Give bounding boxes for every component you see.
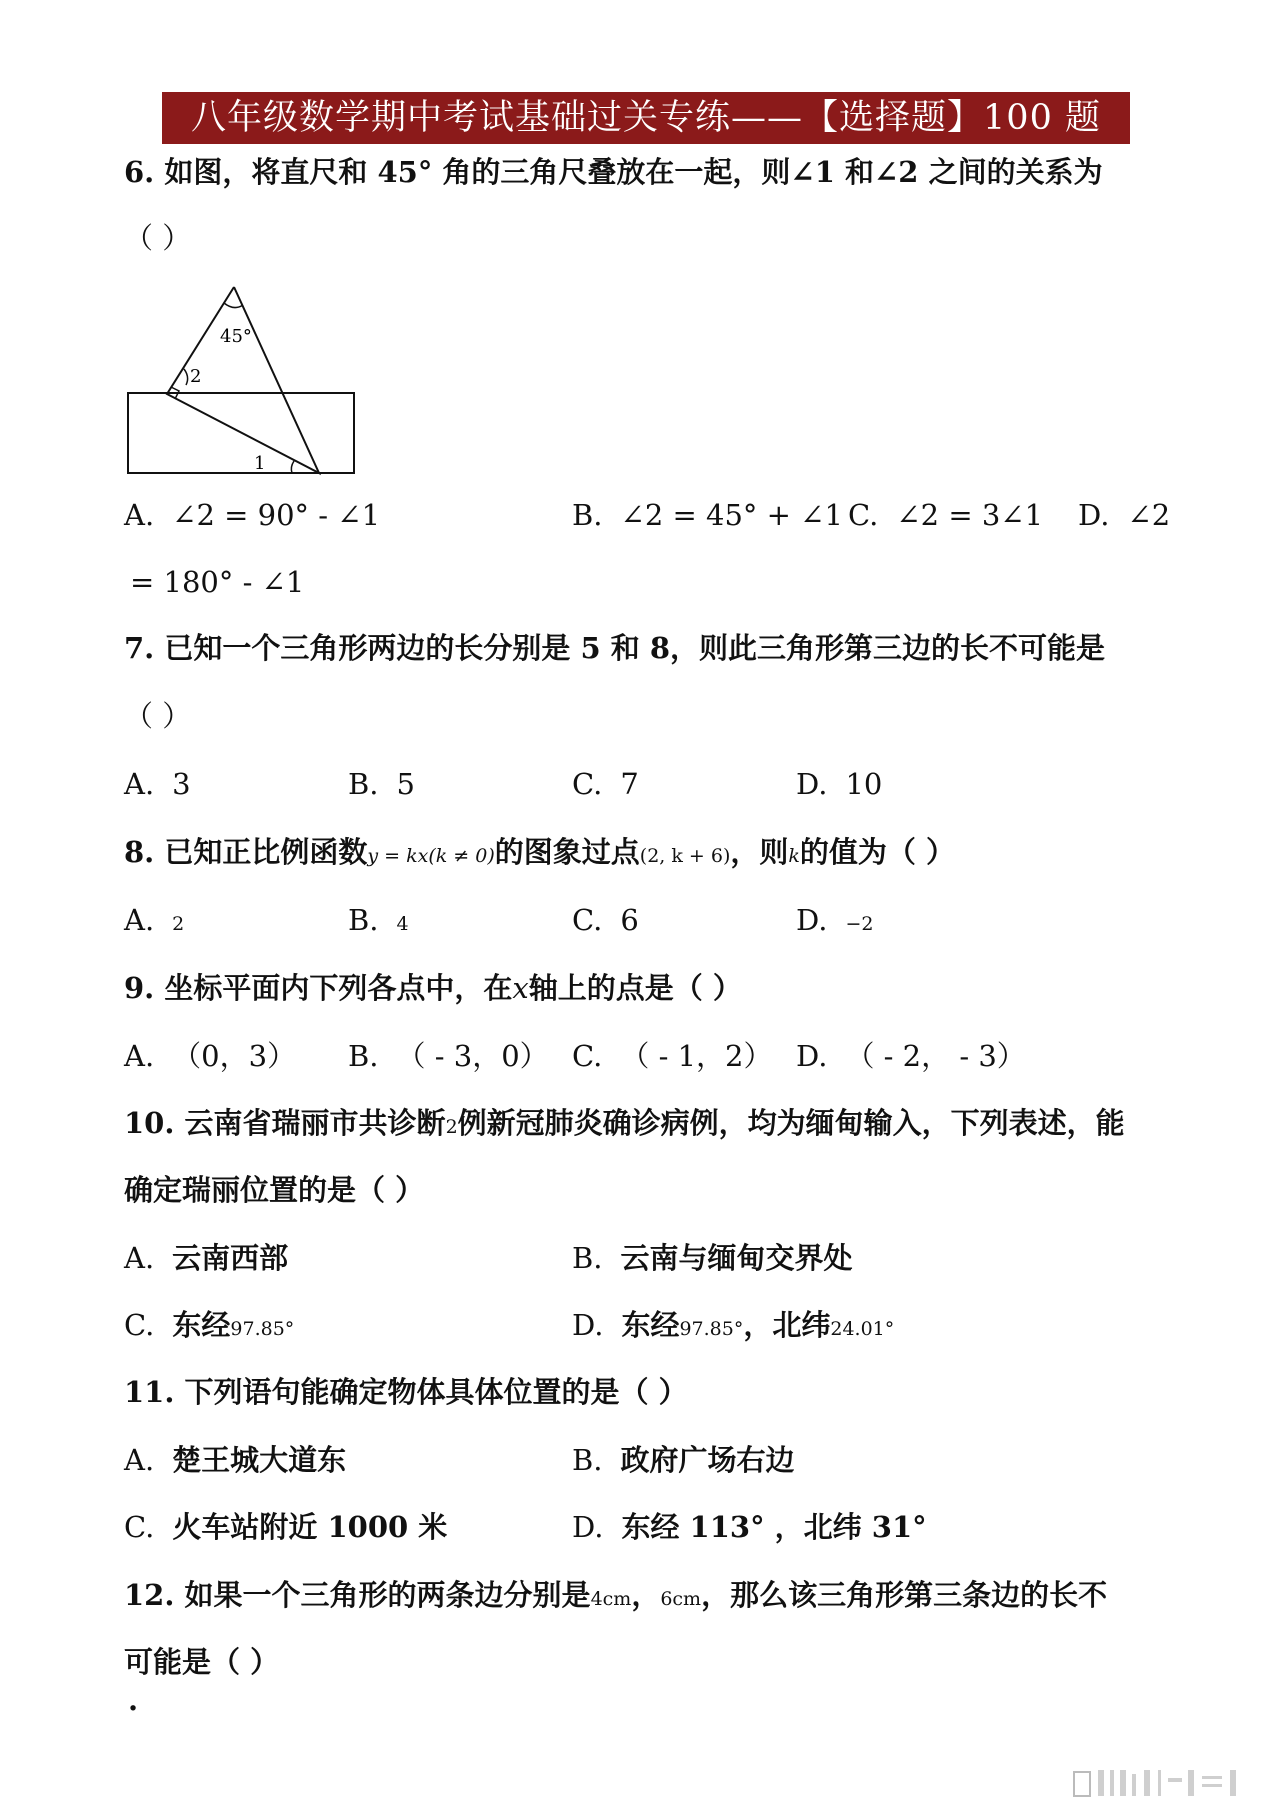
q6-option-d: D. ∠2 <box>1078 498 1171 532</box>
q11-stem: 11. 下列语句能确定物体具体位置的是（ ） <box>124 1375 688 1409</box>
q10-option-d: D. 东经97.85°，北纬24.01° <box>572 1308 895 1342</box>
angle-1-arc <box>291 461 294 473</box>
q12-dot: . <box>128 1683 139 1717</box>
q9-option-b: B. （ - 3，0） <box>348 1039 549 1073</box>
q10-option-b: B. 云南与缅甸交界处 <box>572 1241 853 1275</box>
watermark-bars-icon <box>1070 1768 1260 1798</box>
angle-2-arc <box>184 369 188 385</box>
q10-stem-line2: 确定瑞丽位置的是（ ） <box>124 1173 425 1207</box>
q8-function: y = kx(k ≠ 0) <box>367 845 495 867</box>
q8-point: (2, k + 6) <box>639 845 731 867</box>
ruler-triangle-figure <box>124 283 364 478</box>
q8-option-b: B. 4 <box>348 903 409 937</box>
q6-option-c: C. ∠2 = 3∠1 <box>848 498 1044 532</box>
apex-angle-arc <box>224 303 243 308</box>
q9-stem: 9. 坐标平面内下列各点中，在x轴上的点是（ ） <box>124 971 742 1005</box>
q9-option-c: C. （ - 1，2） <box>572 1039 773 1073</box>
q6-option-d-cont: = 180° - ∠1 <box>130 565 305 599</box>
q11-option-a: A. 楚王城大道东 <box>124 1443 347 1477</box>
q6-stem: 6. 如图，将直尺和 45° 角的三角尺叠放在一起，则∠1 和∠2 之间的关系为 <box>124 155 1103 189</box>
q6-option-a: A. ∠2 = 90° - ∠1 <box>124 498 381 532</box>
q9-option-d: D. （ - 2， - 3） <box>796 1039 1026 1073</box>
angle-45-label: 45° <box>220 326 252 347</box>
q7-paren: （ ） <box>124 699 192 733</box>
q7-option-c: C. 7 <box>572 767 639 801</box>
q12-stem-line2: 可能是（ ） <box>124 1645 280 1679</box>
q11-option-b: B. 政府广场右边 <box>572 1443 795 1477</box>
q7-option-d: D. 10 <box>796 767 883 801</box>
q7-option-b: B. 5 <box>348 767 415 801</box>
q9-option-a: A. （0，3） <box>124 1039 297 1073</box>
q6-option-b: B. ∠2 = 45° + ∠1 <box>572 498 843 532</box>
q8-stem: 8. 已知正比例函数y = kx(k ≠ 0)的图象过点(2, k + 6)，则k的值为（ ） <box>124 835 956 869</box>
q8-option-a: A. 2 <box>124 903 185 937</box>
angle-2-label: 2 <box>190 366 202 387</box>
q8-option-d: D. −2 <box>796 903 874 937</box>
q10-option-a: A. 云南西部 <box>124 1241 289 1275</box>
q10-stem: 10. 云南省瑞丽市共诊断2例新冠肺炎确诊病例，均为缅甸输入，下列表述，能 <box>124 1106 1125 1140</box>
q11-option-c: C. 火车站附近 1000 米 <box>124 1510 448 1544</box>
q6-paren: （ ） <box>124 221 192 255</box>
q7-stem: 7. 已知一个三角形两边的长分别是 5 和 8，则此三角形第三边的长不可能是 <box>124 631 1106 665</box>
q10-option-c: C. 东经97.85° <box>124 1308 295 1342</box>
q11-option-d: D. 东经 113° ，北纬 31° <box>572 1510 927 1544</box>
page-title: 八年级数学期中考试基础过关专练——【选择题】100 题 <box>162 92 1130 144</box>
q8-option-c: C. 6 <box>572 903 639 937</box>
angle-1-label: 1 <box>254 453 266 474</box>
q12-stem: 12. 如果一个三角形的两条边分别是4cm，6cm，那么该三角形第三条边的长不 <box>124 1578 1108 1612</box>
q7-option-a: A. 3 <box>124 767 191 801</box>
